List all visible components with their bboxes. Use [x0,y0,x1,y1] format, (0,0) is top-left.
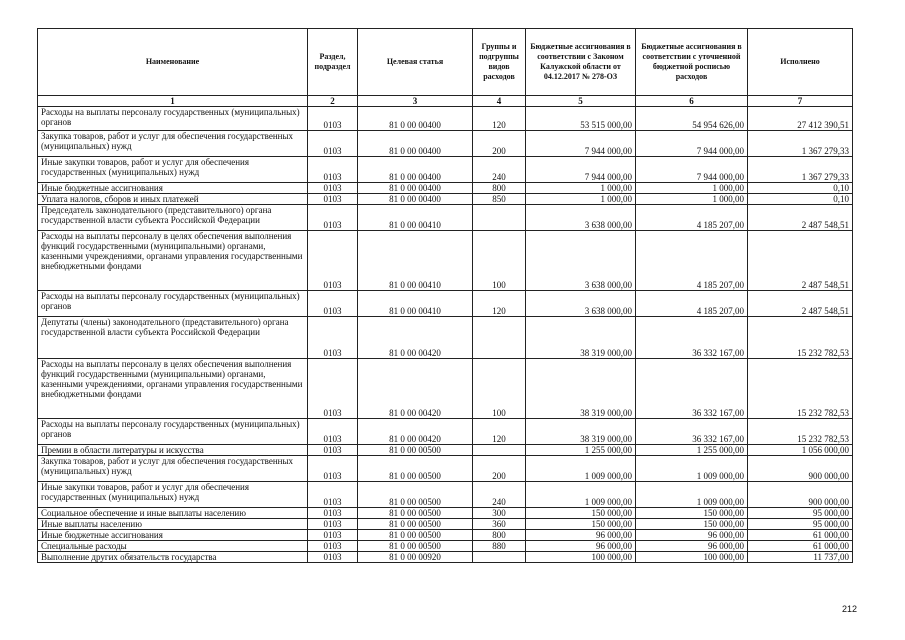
row-section: 0103 [308,183,358,194]
row-name: Иные закупки товаров, работ и услуг для обеспечения государственных (муниципальных) нужд [38,482,308,508]
row-section: 0103 [308,445,358,456]
row-name: Расходы на выплаты персоналу в целях обеспечения выполнения функций государственными (муниципальными) органами, казенными учреждениями, органами управления государственными внебюджетными фондами [38,359,308,419]
row-group: 200 [473,131,526,157]
row-plan: 150 000,00 [636,519,748,530]
row-done: 1 056 000,00 [748,445,853,456]
row-section: 0103 [308,482,358,508]
row-group [473,205,526,231]
table-row [38,445,853,456]
header-plan: Бюджетные ассигнования в соответствии с уточненной бюджетной росписью расходов [636,29,748,96]
row-name: Иные бюджетные ассигнования [38,183,308,194]
row-name: Иные бюджетные ассигнования [38,530,308,541]
row-plan: 7 944 000,00 [636,131,748,157]
row-group: 850 [473,194,526,205]
table-row [38,194,853,205]
row-law: 1 000,00 [526,183,636,194]
row-name: Специальные расходы [38,541,308,552]
row-name: Закупка товаров, работ и услуг для обеспечения государственных (муниципальных) нужд [38,131,308,157]
header-done: Исполнено [748,29,853,96]
column-number: 5 [526,96,636,107]
row-plan: 36 332 167,00 [636,419,748,445]
row-name: Иные выплаты населению [38,519,308,530]
row-name: Расходы на выплаты персоналу государственных (муниципальных) органов [38,419,308,445]
row-target: 81 0 00 00420 [358,419,473,445]
row-law: 150 000,00 [526,519,636,530]
row-group: 240 [473,482,526,508]
row-done: 15 232 782,53 [748,359,853,419]
row-done: 61 000,00 [748,530,853,541]
row-target: 81 0 00 00400 [358,157,473,183]
row-done: 0,10 [748,183,853,194]
row-group: 200 [473,456,526,482]
row-target: 81 0 00 00400 [358,194,473,205]
row-section: 0103 [308,519,358,530]
row-done: 900 000,00 [748,456,853,482]
row-target: 81 0 00 00500 [358,482,473,508]
row-section: 0103 [308,359,358,419]
row-done: 1 367 279,33 [748,131,853,157]
row-name: Депутаты (члены) законодательного (представительного) органа государственной власти субъекта Российской Федерации [38,317,308,359]
row-plan: 150 000,00 [636,508,748,519]
row-group [473,317,526,359]
row-plan: 1 255 000,00 [636,445,748,456]
row-done: 2 487 548,51 [748,291,853,317]
row-plan: 1 000,00 [636,183,748,194]
row-law: 1 009 000,00 [526,456,636,482]
table-row [38,482,853,508]
table-row [38,359,853,419]
column-number: 7 [748,96,853,107]
row-name: Закупка товаров, работ и услуг для обеспечения государственных (муниципальных) нужд [38,456,308,482]
row-plan: 1 000,00 [636,194,748,205]
row-group: 880 [473,541,526,552]
row-law: 7 944 000,00 [526,131,636,157]
header-group: Группы и подгруппы видов расходов [473,29,526,96]
row-plan: 1 009 000,00 [636,456,748,482]
row-done: 11 737,00 [748,552,853,563]
row-group: 300 [473,508,526,519]
row-section: 0103 [308,530,358,541]
row-law: 1 255 000,00 [526,445,636,456]
row-law: 3 638 000,00 [526,231,636,291]
row-name: Председатель законодательного (представительного) органа государственной власти субъекта Российской Федерации [38,205,308,231]
row-target: 81 0 00 00920 [358,552,473,563]
row-done: 95 000,00 [748,519,853,530]
row-target: 81 0 00 00410 [358,231,473,291]
row-section: 0103 [308,419,358,445]
row-law: 96 000,00 [526,530,636,541]
row-plan: 36 332 167,00 [636,359,748,419]
row-done: 0,10 [748,194,853,205]
row-law: 3 638 000,00 [526,291,636,317]
row-target: 81 0 00 00500 [358,508,473,519]
row-section: 0103 [308,231,358,291]
row-name: Расходы на выплаты персоналу в целях обеспечения выполнения функций государственными (муниципальными) органами, казенными учреждениями, органами управления государственными внебюджетными фондами [38,231,308,291]
row-plan: 4 185 207,00 [636,205,748,231]
header-row [38,29,853,96]
row-law: 100 000,00 [526,552,636,563]
row-section: 0103 [308,131,358,157]
row-target: 81 0 00 00500 [358,519,473,530]
table-row [38,456,853,482]
header-target: Целевая статья [358,29,473,96]
row-law: 53 515 000,00 [526,107,636,131]
row-group: 120 [473,107,526,131]
table-row [38,541,853,552]
table-row [38,231,853,291]
row-law: 3 638 000,00 [526,205,636,231]
row-target: 81 0 00 00420 [358,317,473,359]
row-plan: 100 000,00 [636,552,748,563]
table-row [38,291,853,317]
row-target: 81 0 00 00400 [358,131,473,157]
table-row [38,530,853,541]
row-section: 0103 [308,508,358,519]
row-law: 38 319 000,00 [526,359,636,419]
row-name: Уплата налогов, сборов и иных платежей [38,194,308,205]
row-group: 100 [473,359,526,419]
header-law: Бюджетные ассигнования в соответствии с Законом Калужской области от 04.12.2017 № 278-ОЗ [526,29,636,96]
column-number: 4 [473,96,526,107]
row-target: 81 0 00 00500 [358,530,473,541]
row-group: 800 [473,183,526,194]
row-section: 0103 [308,157,358,183]
table-row [38,508,853,519]
row-law: 7 944 000,00 [526,157,636,183]
header-name: Наименование [38,29,308,96]
row-plan: 36 332 167,00 [636,317,748,359]
row-group [473,445,526,456]
row-target: 81 0 00 00410 [358,291,473,317]
row-group: 800 [473,530,526,541]
row-name: Иные закупки товаров, работ и услуг для обеспечения государственных (муниципальных) нужд [38,157,308,183]
row-name: Расходы на выплаты персоналу государственных (муниципальных) органов [38,107,308,131]
row-done: 27 412 390,51 [748,107,853,131]
row-name: Премии в области литературы и искусства [38,445,308,456]
row-target: 81 0 00 00500 [358,445,473,456]
column-number: 2 [308,96,358,107]
row-section: 0103 [308,205,358,231]
column-number: 6 [636,96,748,107]
row-name: Социальное обеспечение и иные выплаты населению [38,508,308,519]
row-section: 0103 [308,107,358,131]
row-plan: 7 944 000,00 [636,157,748,183]
row-section: 0103 [308,194,358,205]
row-done: 2 487 548,51 [748,231,853,291]
header-section: Раздел, подраздел [308,29,358,96]
row-plan: 96 000,00 [636,530,748,541]
row-target: 81 0 00 00420 [358,359,473,419]
row-done: 15 232 782,53 [748,419,853,445]
column-number: 1 [38,96,308,107]
row-law: 96 000,00 [526,541,636,552]
row-group: 240 [473,157,526,183]
row-section: 0103 [308,317,358,359]
row-done: 900 000,00 [748,482,853,508]
row-section: 0103 [308,456,358,482]
row-done: 2 487 548,51 [748,205,853,231]
column-number: 3 [358,96,473,107]
table-row [38,205,853,231]
row-plan: 1 009 000,00 [636,482,748,508]
row-section: 0103 [308,552,358,563]
row-done: 1 367 279,33 [748,157,853,183]
table-row [38,131,853,157]
row-plan: 54 954 626,00 [636,107,748,131]
row-law: 150 000,00 [526,508,636,519]
row-name: Выполнение других обязательств государства [38,552,308,563]
row-group: 360 [473,519,526,530]
row-target: 81 0 00 00500 [358,456,473,482]
row-section: 0103 [308,291,358,317]
row-plan: 96 000,00 [636,541,748,552]
table-row [38,519,853,530]
row-target: 81 0 00 00410 [358,205,473,231]
table-body [38,107,853,563]
row-law: 38 319 000,00 [526,317,636,359]
budget-table [37,28,853,563]
row-law: 1 009 000,00 [526,482,636,508]
table-row [38,317,853,359]
row-group: 100 [473,231,526,291]
table-row [38,419,853,445]
table-row [38,552,853,563]
row-group [473,552,526,563]
row-group: 120 [473,291,526,317]
row-law: 1 000,00 [526,194,636,205]
table-row [38,183,853,194]
row-plan: 4 185 207,00 [636,231,748,291]
row-plan: 4 185 207,00 [636,291,748,317]
table-row [38,157,853,183]
row-done: 15 232 782,53 [748,317,853,359]
row-name: Расходы на выплаты персоналу государственных (муниципальных) органов [38,291,308,317]
row-target: 81 0 00 00400 [358,107,473,131]
row-done: 61 000,00 [748,541,853,552]
table-row [38,107,853,131]
row-group: 120 [473,419,526,445]
row-done: 95 000,00 [748,508,853,519]
row-target: 81 0 00 00500 [358,541,473,552]
row-law: 38 319 000,00 [526,419,636,445]
page-number: 212 [841,604,857,614]
row-target: 81 0 00 00400 [358,183,473,194]
row-section: 0103 [308,541,358,552]
column-number-row [38,96,853,107]
